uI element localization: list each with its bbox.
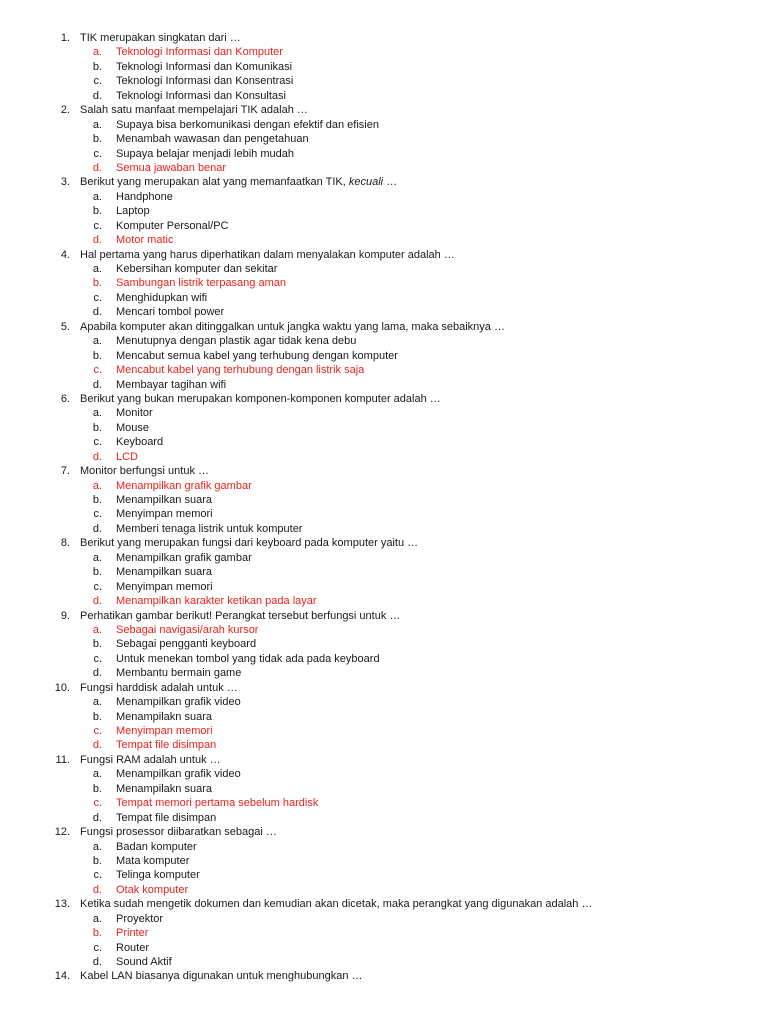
answer-option [0,378,768,392]
option-letter: a. [92,118,102,131]
answer-option [0,652,768,666]
question-6 [0,392,768,406]
option-letter: c. [93,291,102,304]
option-text: Supaya bisa berkomunikasi dengan efektif dan efisien [116,118,379,131]
option-text: Teknologi Informasi dan Komunikasi [116,60,293,73]
answer-option [0,666,768,680]
answer-option [0,190,768,204]
option-text: Menutupnya dengan plastik agar tidak kena debu [116,335,357,348]
answer-option [0,955,768,969]
option-text: Keyboard [116,436,164,449]
option-text: Menyimpan memori [116,725,213,737]
option-letter: c. [93,725,102,737]
question-1 [0,31,768,45]
option-letter: c. [93,508,102,521]
answer-option-correct [0,363,768,377]
question-text [80,320,768,334]
question-text-main: Fungsi prosessor diibaratkan sebagai … [80,826,277,839]
option-letter: d. [92,450,102,463]
option-letter: c. [93,364,102,377]
question-text-main: Hal pertama yang harus diperhatikan dalam menyalakan komputer adalah … [80,248,455,261]
option-text: Teknologi Informasi dan Konsentrasi [116,75,294,88]
question-text-main: Perhatikan gambar berikut! Perangkat tersebut berfungsi untuk … [80,609,401,622]
answer-option [0,551,768,565]
question-text [80,392,768,406]
option-letter: b. [92,277,102,290]
option-text: Laptop [116,205,150,218]
option-text: Router [116,941,150,954]
option-text: Menampilkan grafik video [116,696,241,709]
option-letter: c. [93,941,102,954]
option-text: Motor matic [116,234,174,247]
answer-option [0,291,768,305]
answer-option [0,941,768,955]
question-text [80,31,768,45]
option-letter: b. [92,854,102,867]
option-letter: a. [92,623,102,636]
quiz-list [0,31,768,984]
option-letter: b. [92,566,102,579]
answer-option-correct [0,883,768,897]
answer-option-correct [0,45,768,59]
question-5 [0,320,768,334]
option-letter: a. [92,335,102,348]
question-number: 9. [60,609,70,622]
option-letter: d. [92,811,102,824]
answer-option [0,695,768,709]
option-text: Menampilkan grafik video [116,768,241,781]
answer-option-correct [0,926,768,940]
answer-option [0,493,768,507]
question-text [80,175,768,189]
option-text: Untuk menekan tombol yang tidak ada pada keyboard [116,652,380,665]
option-text: Semua jawaban benar [116,161,227,174]
option-text: Menghidupkan wifi [116,291,208,304]
option-letter: b. [92,60,102,73]
option-letter: a. [92,46,102,59]
answer-option [0,868,768,882]
question-text [80,464,768,478]
question-9 [0,609,768,623]
question-number: 11. [55,753,70,766]
option-text: Sound Aktif [116,956,172,968]
option-text: Menampilkan karakter ketikan pada layar [116,595,317,608]
option-letter: d. [92,522,102,535]
question-13 [0,897,768,911]
answer-option [0,912,768,926]
answer-option [0,507,768,521]
option-letter: b. [92,494,102,506]
option-text: Menampilkan grafik gambar [116,551,252,564]
option-letter: d. [92,234,102,247]
question-14 [0,969,768,983]
option-letter: b. [92,349,102,362]
option-letter: c. [93,75,102,88]
option-text: Sebagai navigasi/arah kursor [116,623,259,636]
answer-option-correct [0,594,768,608]
option-letter: a. [92,407,102,420]
option-letter: c. [93,580,102,593]
option-text: Sambungan listrik terpasang aman [116,277,286,290]
option-letter: b. [92,927,102,940]
answer-option [0,435,768,449]
answer-option-correct [0,796,768,810]
question-text-main: Salah satu manfaat mempelajari TIK adalah … [80,104,308,117]
question-text-main: Monitor berfungsi untuk … [80,465,210,478]
option-text: Mencari tombol power [116,306,225,319]
answer-option [0,710,768,724]
option-text: Tempat memori pertama sebelum hardisk [116,797,319,810]
option-text: Menampilkan suara [116,566,212,579]
question-text-main: TIK merupakan singkatan dari … [80,32,241,44]
answer-option [0,522,768,536]
answer-option-correct [0,450,768,464]
answer-option [0,854,768,868]
question-text [80,969,768,983]
answer-option [0,118,768,132]
answer-option-correct [0,233,768,247]
question-text-main: Fungsi harddisk adalah untuk … [80,681,238,694]
option-letter: a. [92,190,102,203]
answer-option [0,580,768,594]
question-text-tail: … [383,176,398,189]
option-letter: d. [92,306,102,319]
option-letter: c. [93,219,102,232]
option-text: Teknologi Informasi dan Konsultasi [116,89,286,102]
question-8 [0,536,768,550]
option-letter: c. [93,436,102,449]
question-text-emphasis: kecuali [348,176,384,189]
option-letter: a. [92,479,102,492]
option-letter: a. [92,696,102,709]
option-text: Kebersihan komputer dan sekitar [116,263,278,275]
option-letter: d. [92,667,102,680]
answer-option [0,132,768,146]
question-text [80,536,768,550]
option-text: Handphone [116,190,173,203]
option-letter: c. [93,869,102,882]
answer-option [0,840,768,854]
option-letter: b. [92,710,102,723]
question-number: 1. [60,32,70,44]
question-number: 12. [54,826,70,839]
option-text: Membayar tagihan wifi [116,378,227,391]
question-text-main: Berikut yang bukan merupakan komponen-komponen komputer adalah … [80,392,441,405]
question-number: 5. [60,320,70,333]
question-text [80,609,768,623]
question-number: 7. [60,465,70,478]
question-text [80,753,768,767]
option-text: Mencabut semua kabel yang terhubung dengan komputer [116,349,398,362]
option-text: Proyektor [116,912,164,925]
question-text [80,248,768,262]
option-letter: c. [93,147,102,160]
question-10 [0,681,768,695]
option-letter: b. [92,205,102,218]
option-text: Menampilakn suara [116,782,212,795]
option-text: Monitor [116,407,153,420]
question-11 [0,753,768,767]
question-number: 2. [60,104,70,117]
option-letter: a. [92,840,102,853]
option-text: Menampilkan grafik gambar [116,479,252,492]
question-number: 3. [60,176,70,189]
answer-option-correct [0,161,768,175]
option-letter: b. [92,638,102,651]
option-text: LCD [116,450,139,463]
answer-option [0,767,768,781]
question-7 [0,464,768,478]
question-number: 6. [60,392,70,405]
option-letter: a. [92,768,102,781]
option-text: Mencabut kabel yang terhubung dengan listrik saja [116,364,365,377]
option-text: Komputer Personal/PC [116,219,229,232]
question-text-main: Apabila komputer akan ditinggalkan untuk jangka waktu yang lama, maka sebaiknya … [80,320,505,333]
question-text-main: Berikut yang merupakan alat yang memanfaatkan TIK, [80,176,349,189]
answer-option [0,219,768,233]
question-number: 10. [54,681,70,694]
answer-option [0,349,768,363]
question-text-main: Kabel LAN biasanya digunakan untuk menghubungkan … [80,970,363,983]
question-number: 4. [60,248,70,261]
answer-option [0,305,768,319]
option-text: Supaya belajar menjadi lebih mudah [116,147,294,160]
option-text: Menambah wawasan dan pengetahuan [116,133,309,146]
answer-option [0,782,768,796]
answer-option [0,89,768,103]
question-number: 13. [54,898,70,911]
question-text [80,681,768,695]
option-letter: d. [92,378,102,391]
question-text [80,103,768,117]
option-letter: a. [92,263,102,275]
option-letter: b. [92,133,102,146]
option-letter: d. [92,161,102,174]
option-text: Mata komputer [116,854,190,867]
option-letter: d. [92,595,102,608]
question-text-main: Fungsi RAM adalah untuk … [80,753,221,766]
answer-option [0,421,768,435]
question-number: 14. [54,970,70,983]
question-number: 8. [60,537,70,550]
option-text: Menampilkan suara [116,494,212,506]
question-2 [0,103,768,117]
option-text: Mouse [116,421,150,434]
option-letter: d. [92,883,102,896]
question-3 [0,175,768,189]
option-letter: b. [92,421,102,434]
answer-option [0,406,768,420]
answer-option [0,334,768,348]
answer-option [0,637,768,651]
option-text: Teknologi Informasi dan Komputer [116,46,283,59]
question-text-main: Ketika sudah mengetik dokumen dan kemudian akan dicetak, maka perangkat yang digunakan adalah … [80,898,593,911]
option-text: Menyimpan memori [116,508,213,521]
answer-option [0,262,768,276]
option-letter: a. [92,551,102,564]
option-letter: c. [93,797,102,810]
answer-option [0,60,768,74]
question-text [80,897,768,911]
answer-option-correct [0,623,768,637]
question-12 [0,825,768,839]
option-letter: c. [93,652,102,665]
option-text: Badan komputer [116,840,197,853]
answer-option [0,811,768,825]
option-text: Telinga komputer [116,869,200,882]
answer-option [0,74,768,88]
answer-option-correct [0,479,768,493]
answer-option-correct [0,276,768,290]
answer-option [0,204,768,218]
question-text-main: Berikut yang merupakan fungsi dari keyboard pada komputer yaitu … [80,537,419,550]
option-letter: b. [92,782,102,795]
option-text: Tempat file disimpan [116,739,217,752]
option-text: Membantu bermain game [116,667,242,680]
answer-option [0,147,768,161]
option-text: Menyimpan memori [116,580,213,593]
option-text: Menampilakn suara [116,710,212,723]
option-text: Tempat file disimpan [116,811,217,824]
answer-option-correct [0,724,768,738]
option-text: Memberi tenaga listrik untuk komputer [116,522,303,535]
answer-option [0,565,768,579]
option-letter: d. [92,89,102,102]
option-text: Otak komputer [116,883,189,896]
option-text: Printer [116,927,149,940]
answer-option-correct [0,738,768,752]
option-letter: d. [92,739,102,752]
option-letter: d. [92,956,102,968]
question-text [80,825,768,839]
question-4 [0,248,768,262]
option-text: Sebagai pengganti keyboard [116,638,257,651]
option-letter: a. [92,912,102,925]
